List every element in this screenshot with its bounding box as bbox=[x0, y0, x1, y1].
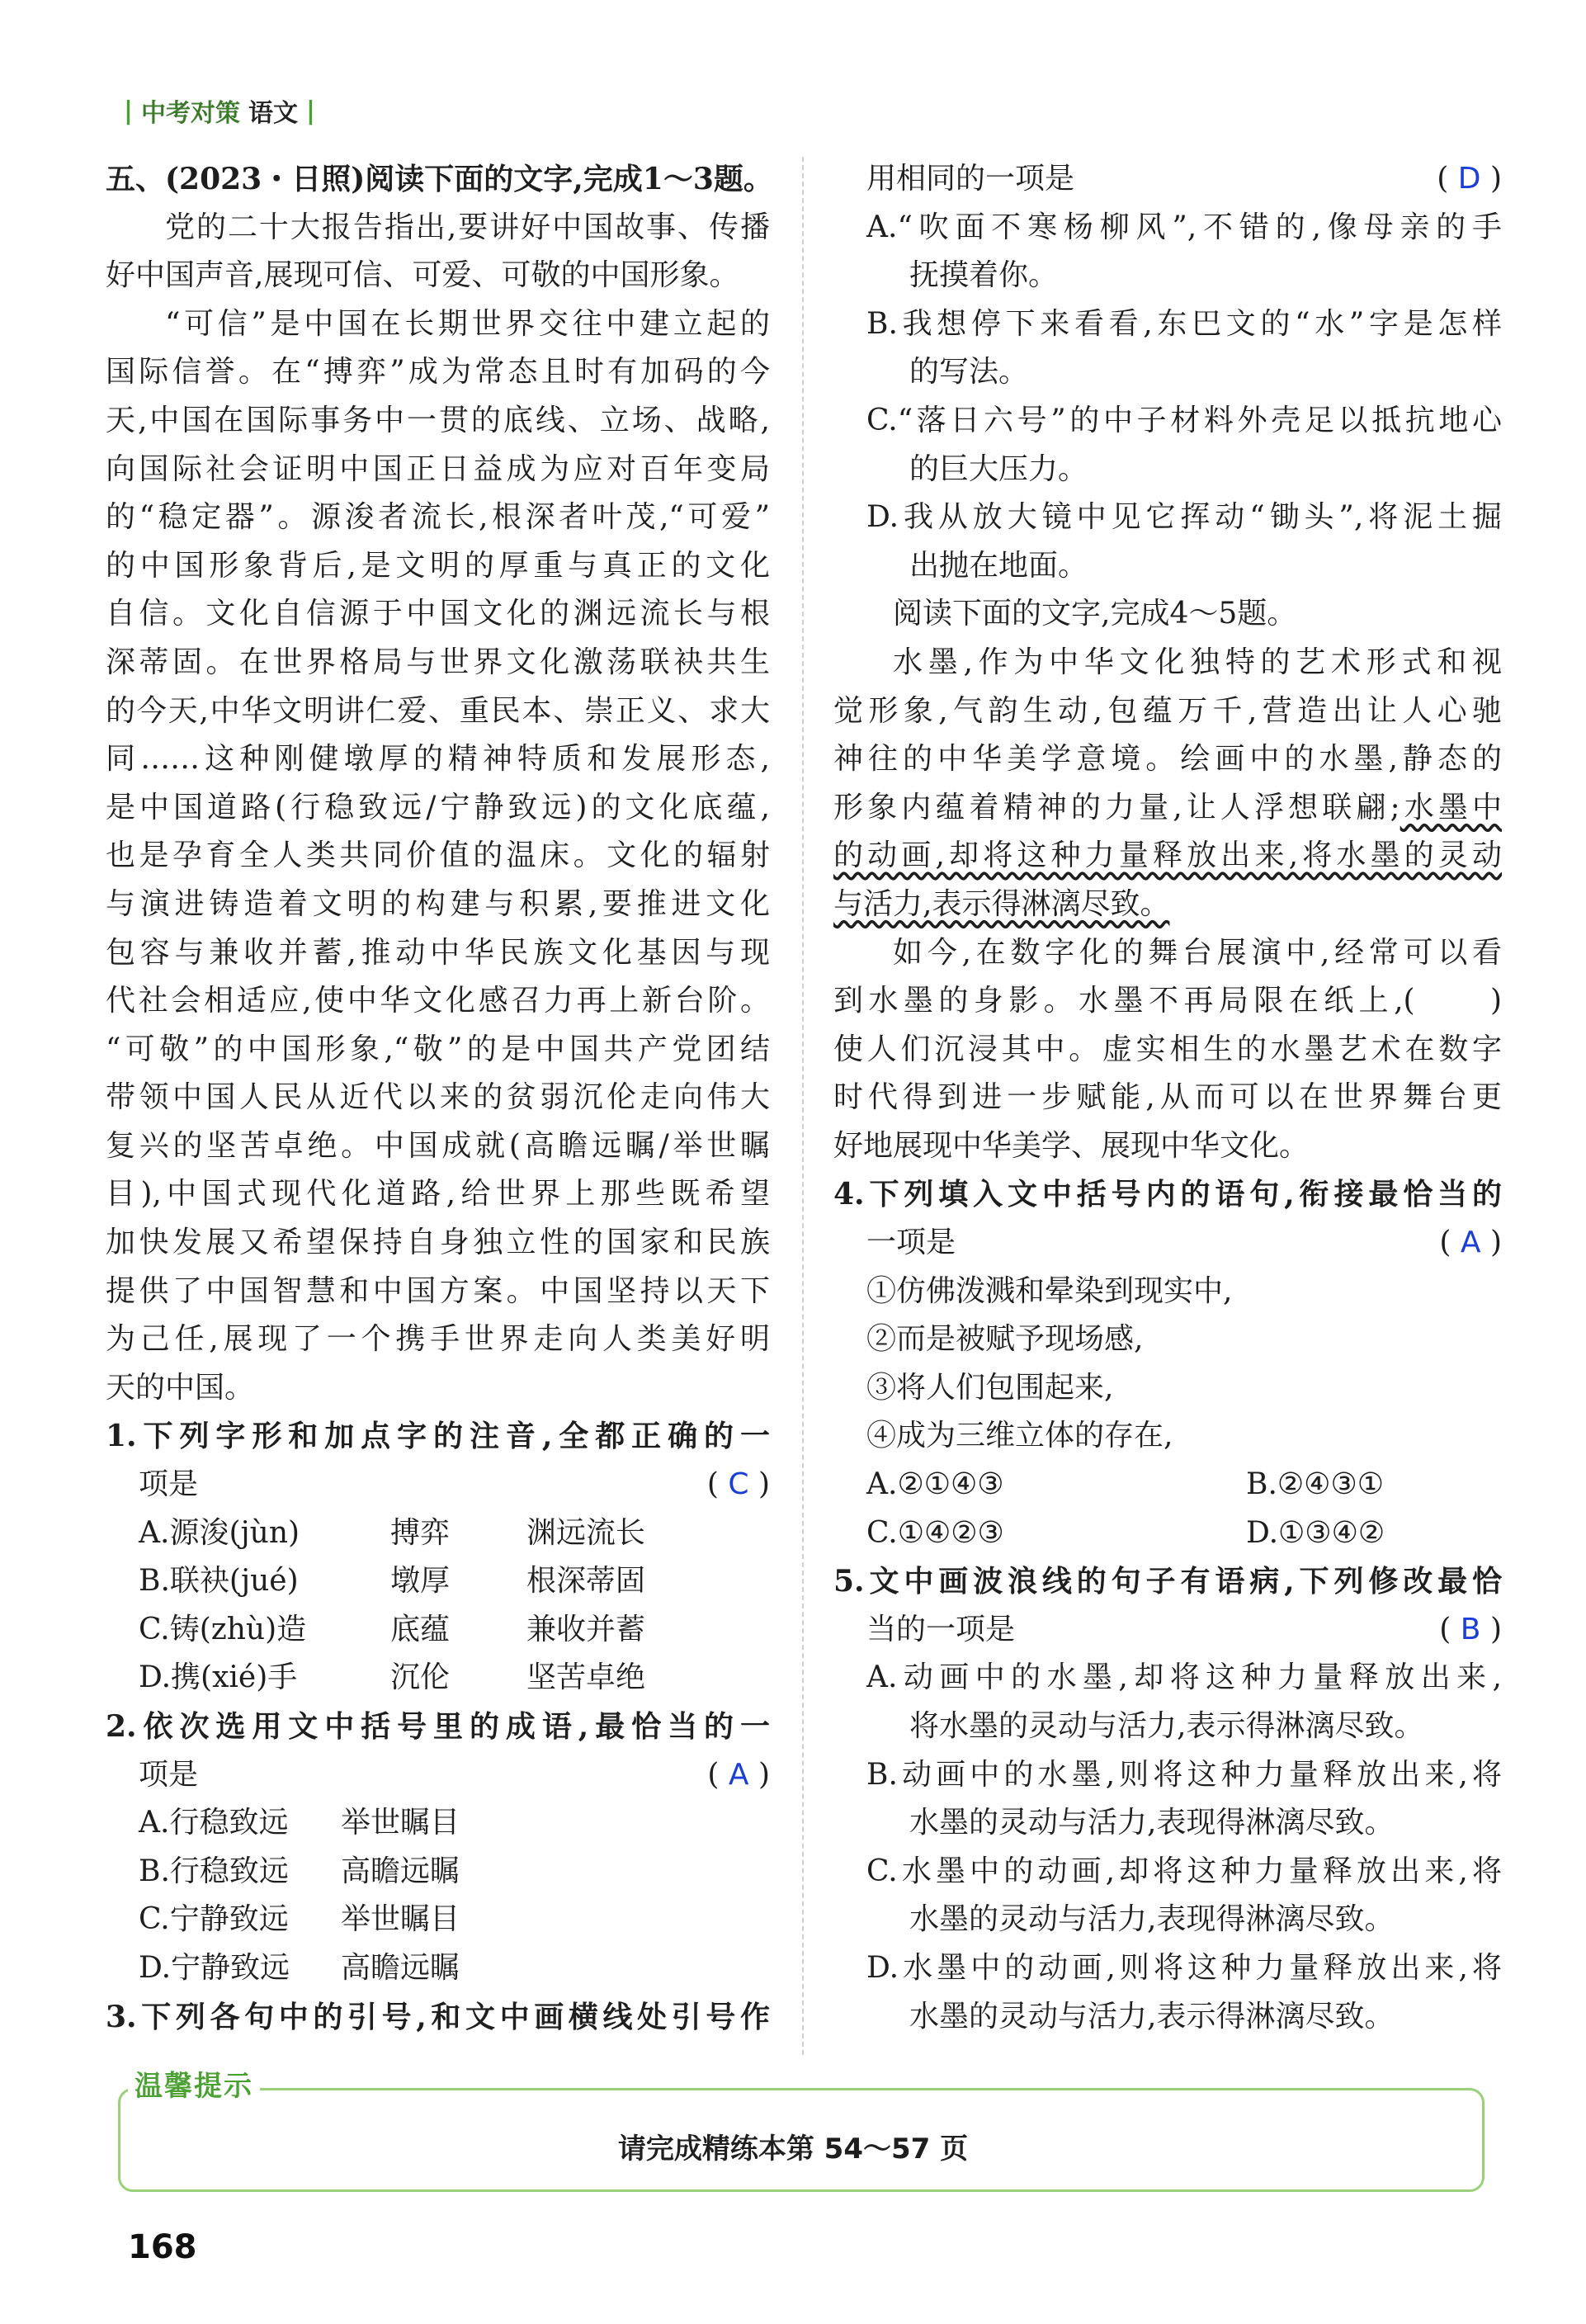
tip-label: 温馨提示 bbox=[128, 2063, 260, 2104]
option-part: 根深蒂固 bbox=[526, 1564, 646, 1599]
option-part: B.联袂(jué) bbox=[139, 1564, 299, 1599]
paragraph-line: 的今天,中华文明讲仁爱、重民本、崇正义、求大 bbox=[106, 693, 770, 728]
question-4-stem-text: 一项是 bbox=[866, 1226, 956, 1260]
q4-option-row bbox=[833, 1509, 1502, 1558]
option-part: B.行稳致远 bbox=[139, 1854, 289, 1888]
q3-option-c: C.“落日六号”的中子材料外壳足以抵抗地心 bbox=[866, 403, 1502, 437]
option-part: C.①④②③ bbox=[866, 1515, 1004, 1550]
paragraph-text: 形象内蕴着精神的力量,让人浮想联翩; bbox=[833, 790, 1400, 824]
q3-option-a: A.“吹面不寒杨柳风”,不错的,像母亲的手 bbox=[866, 210, 1502, 244]
section-title: 五、(2023・日照)阅读下面的文字,完成1～3题。 bbox=[106, 162, 773, 196]
paragraph-line: 加快发展又希望保持自身独立性的国家和民族 bbox=[106, 1226, 770, 1260]
option-part: A.②①④③ bbox=[866, 1467, 1004, 1502]
q3-option-c-cont: 的巨大压力。 bbox=[909, 451, 1088, 486]
answer-3: D bbox=[1457, 162, 1481, 196]
paragraph-line: 到水墨的身影。水墨不再局限在纸上,( ) bbox=[833, 984, 1502, 1018]
paragraph-line: 神往的中华美学意境。绘画中的水墨,静态的 bbox=[833, 742, 1502, 777]
paragraph-line: 天,中国在国际事务中一贯的底线、立场、战略, bbox=[106, 403, 770, 437]
header-series: 中考对策 bbox=[140, 99, 240, 128]
question-1-stem: 1.下列字形和加点字的注音,全都正确的一 bbox=[106, 1419, 770, 1454]
paragraph-line: 包容与兼收并蓄,推动中华民族文化基因与现 bbox=[106, 935, 770, 970]
option-part: 搏弈 bbox=[390, 1515, 451, 1550]
answer-paren: ( D ) bbox=[1437, 162, 1502, 196]
header-bar-left: | bbox=[124, 96, 133, 125]
option-part: C.铸(zhù)造 bbox=[139, 1612, 307, 1646]
column-divider bbox=[802, 157, 804, 2055]
paragraph-line: 也是孕育全人类共同价值的温床。文化的辐射 bbox=[106, 838, 770, 873]
tip-text: 请完成精练本第 54～57 页 bbox=[617, 2133, 969, 2166]
paragraph-line: 为己任,展现了一个携手世界走向人类美好明 bbox=[106, 1322, 770, 1357]
question-3-stem-cont bbox=[833, 155, 1502, 204]
question-4-stem: 4.下列填入文中括号内的语句,衔接最恰当的 bbox=[833, 1177, 1502, 1212]
header-bar-right: | bbox=[305, 96, 315, 125]
option-part: A.源浚(jùn) bbox=[139, 1515, 300, 1550]
q3-option-d-cont: 出抛在地面。 bbox=[909, 548, 1088, 583]
paragraph-line bbox=[833, 784, 1502, 833]
question-3-stem-text: 用相同的一项是 bbox=[866, 162, 1075, 196]
paragraph-line: 好中国声音,展现可信、可爱、可敬的中国形象。 bbox=[106, 258, 739, 293]
answer-paren: ( C ) bbox=[706, 1467, 770, 1502]
wavy-underlined-text: 水墨中 bbox=[1400, 790, 1502, 824]
paragraph-line: 国际信誉。在“搏弈”成为常态且时有加码的今 bbox=[106, 355, 770, 390]
option-part: D.宁静致远 bbox=[139, 1950, 290, 1985]
paragraph-line: 复兴的坚苦卓绝。中国成就(高瞻远瞩/举世瞩 bbox=[106, 1128, 770, 1163]
right-column bbox=[833, 155, 1502, 2041]
answer-paren: ( B ) bbox=[1439, 1612, 1502, 1646]
option-part: 渊远流长 bbox=[526, 1515, 646, 1550]
question-2-stem-text: 项是 bbox=[139, 1757, 199, 1792]
paragraph-line: 的“稳定器”。源浚者流长,根深者叶茂,“可爱” bbox=[106, 500, 770, 535]
q3-option-b-cont: 的写法。 bbox=[909, 355, 1029, 390]
paragraph-line: 如今,在数字化的舞台展演中,经常可以看 bbox=[893, 935, 1502, 970]
option-part: 底蕴 bbox=[390, 1612, 451, 1646]
q3-option-b: B.我想停下来看看,东巴文的“水”字是怎样 bbox=[866, 306, 1502, 341]
paragraph-line: “可敬”的中国形象,“敬”的是中国共产党团结 bbox=[106, 1032, 770, 1066]
q5-option-b: B.动画中的水墨,则将这种力量释放出来,将 bbox=[866, 1757, 1502, 1792]
page-number: 168 bbox=[128, 2228, 197, 2266]
option-part: 兼收并蓄 bbox=[526, 1612, 646, 1646]
q2-option-b bbox=[106, 1848, 770, 1897]
option-part: D.①③④② bbox=[1246, 1515, 1385, 1550]
q1-option-d bbox=[106, 1654, 770, 1703]
question-5-stem: 5.文中画波浪线的句子有语病,下列修改最恰 bbox=[833, 1564, 1502, 1599]
option-part: 举世瞩目 bbox=[341, 1806, 460, 1840]
q5-option-d: D.水墨中的动画,则将这种力量释放出来,将 bbox=[866, 1950, 1502, 1985]
option-part: 举世瞩目 bbox=[341, 1902, 460, 1937]
q5-option-b-cont: 水墨的灵动与活力,表现得淋漓尽致。 bbox=[909, 1806, 1395, 1840]
option-part: C.宁静致远 bbox=[139, 1902, 289, 1937]
option-part: 沉伦 bbox=[390, 1660, 451, 1695]
paragraph-line: 自信。文化自信源于中国文化的渊远流长与根 bbox=[106, 597, 770, 631]
q5-option-d-cont: 水墨的灵动与活力,表示得淋漓尽致。 bbox=[909, 1999, 1395, 2034]
page-header bbox=[124, 92, 315, 129]
question-3-stem: 3.下列各句中的引号,和文中画横线处引号作 bbox=[106, 1999, 770, 2034]
option-part: D.携(xié)手 bbox=[139, 1660, 298, 1695]
paragraph-line: 觉形象,气韵生动,包蕴万千,营造出让人心驰 bbox=[833, 693, 1502, 728]
question-2-stem-cont bbox=[106, 1751, 770, 1800]
paragraph-line: 党的二十大报告指出,要讲好中国故事、传播 bbox=[165, 210, 770, 244]
question-5-stem-text: 当的一项是 bbox=[866, 1612, 1016, 1646]
answer-1: C bbox=[728, 1467, 749, 1502]
paragraph-line: 同……这种刚健墩厚的精神特质和发展形态, bbox=[106, 742, 770, 777]
question-5-stem-cont bbox=[833, 1606, 1502, 1655]
paragraph-line: 使人们沉浸其中。虚实相生的水墨艺术在数字 bbox=[833, 1032, 1502, 1066]
option-part: B.②④③① bbox=[1246, 1467, 1384, 1502]
paragraph-line: 目),中国式现代化道路,给世界上那些既希望 bbox=[106, 1177, 770, 1212]
q5-option-c-cont: 水墨的灵动与活力,表现得淋漓尽致。 bbox=[909, 1902, 1395, 1937]
paragraph-line: 好地展现中华美学、展现中华文化。 bbox=[833, 1128, 1310, 1163]
option-part: 高瞻远瞩 bbox=[341, 1950, 460, 1985]
q4-item: ③将人们包围起来, bbox=[866, 1370, 1114, 1405]
paragraph-line: 天的中国。 bbox=[106, 1370, 255, 1405]
q5-option-a-cont: 将水墨的灵动与活力,表示得淋漓尽致。 bbox=[909, 1709, 1424, 1743]
paragraph-line: 的中国形象背后,是文明的厚重与真正的文化 bbox=[106, 548, 770, 583]
reading-intro: 阅读下面的文字,完成4～5题。 bbox=[893, 597, 1297, 631]
q4-item: ②而是被赋予现场感, bbox=[866, 1322, 1144, 1357]
answer-paren: ( A ) bbox=[707, 1757, 770, 1792]
question-1-stem-cont bbox=[106, 1461, 770, 1509]
option-part: 坚苦卓绝 bbox=[526, 1660, 646, 1695]
answer-5: B bbox=[1460, 1612, 1481, 1646]
paragraph-line: 向国际社会证明中国正日益成为应对百年变局 bbox=[106, 451, 770, 486]
question-1-stem-text: 项是 bbox=[139, 1467, 199, 1502]
left-column bbox=[106, 155, 773, 2041]
q4-item: ④成为三维立体的存在, bbox=[866, 1419, 1173, 1453]
option-part: 墩厚 bbox=[390, 1564, 451, 1599]
answer-2: A bbox=[728, 1757, 749, 1792]
q1-option-c bbox=[106, 1606, 770, 1655]
q2-option-c bbox=[106, 1896, 770, 1944]
q1-option-b bbox=[106, 1557, 770, 1606]
q5-option-c: C.水墨中的动画,却将这种力量释放出来,将 bbox=[866, 1854, 1502, 1888]
question-2-stem: 2.依次选用文中括号里的成语,最恰当的一 bbox=[106, 1709, 770, 1744]
paragraph-line bbox=[833, 881, 1502, 929]
paragraph-line: 提供了中国智慧和中国方案。中国坚持以天下 bbox=[106, 1273, 770, 1308]
q4-option-row bbox=[833, 1461, 1502, 1509]
paragraph-line: “可信”是中国在长期世界交往中建立起的 bbox=[165, 306, 770, 341]
q5-option-a: A.动画中的水墨,却将这种力量释放出来, bbox=[866, 1660, 1502, 1695]
option-part: A.行稳致远 bbox=[139, 1806, 289, 1840]
question-4-stem-cont bbox=[833, 1219, 1502, 1268]
header-subject: 语文 bbox=[248, 99, 298, 128]
wavy-underlined-text: 与活力,表示得淋漓尽致。 bbox=[833, 886, 1170, 921]
q2-option-d bbox=[106, 1944, 770, 1993]
q4-item: ①仿佛泼溅和晕染到现实中, bbox=[866, 1273, 1233, 1308]
paragraph-line: 水墨,作为中华文化独特的艺术形式和视 bbox=[893, 645, 1502, 679]
q3-option-d: D.我从放大镜中见它挥动“锄头”,将泥土掘 bbox=[866, 500, 1502, 535]
paragraph-line: 深蒂固。在世界格局与世界文化激荡联袂共生 bbox=[106, 645, 770, 679]
paragraph-line: 是中国道路(行稳致远/宁静致远)的文化底蕴, bbox=[106, 790, 770, 824]
q2-option-a bbox=[106, 1799, 770, 1848]
q1-option-a bbox=[106, 1509, 770, 1558]
q3-option-a-cont: 抚摸着你。 bbox=[909, 258, 1059, 293]
paragraph-line: 与演进铸造着文明的构建与积累,要推进文化 bbox=[106, 886, 770, 921]
wavy-underlined-line: 的动画,却将这种力量释放出来,将水墨的灵动 bbox=[833, 838, 1502, 873]
answer-paren: ( A ) bbox=[1439, 1226, 1502, 1260]
paragraph-line: 代社会相适应,使中华文化感召力再上新台阶。 bbox=[106, 984, 770, 1018]
paragraph-line: 时代得到进一步赋能,从而可以在世界舞台更 bbox=[833, 1080, 1502, 1115]
paragraph-line: 带领中国人民从近代以来的贫弱沉伦走向伟大 bbox=[106, 1080, 770, 1115]
answer-4: A bbox=[1460, 1226, 1481, 1260]
option-part: 高瞻远瞩 bbox=[341, 1854, 460, 1888]
